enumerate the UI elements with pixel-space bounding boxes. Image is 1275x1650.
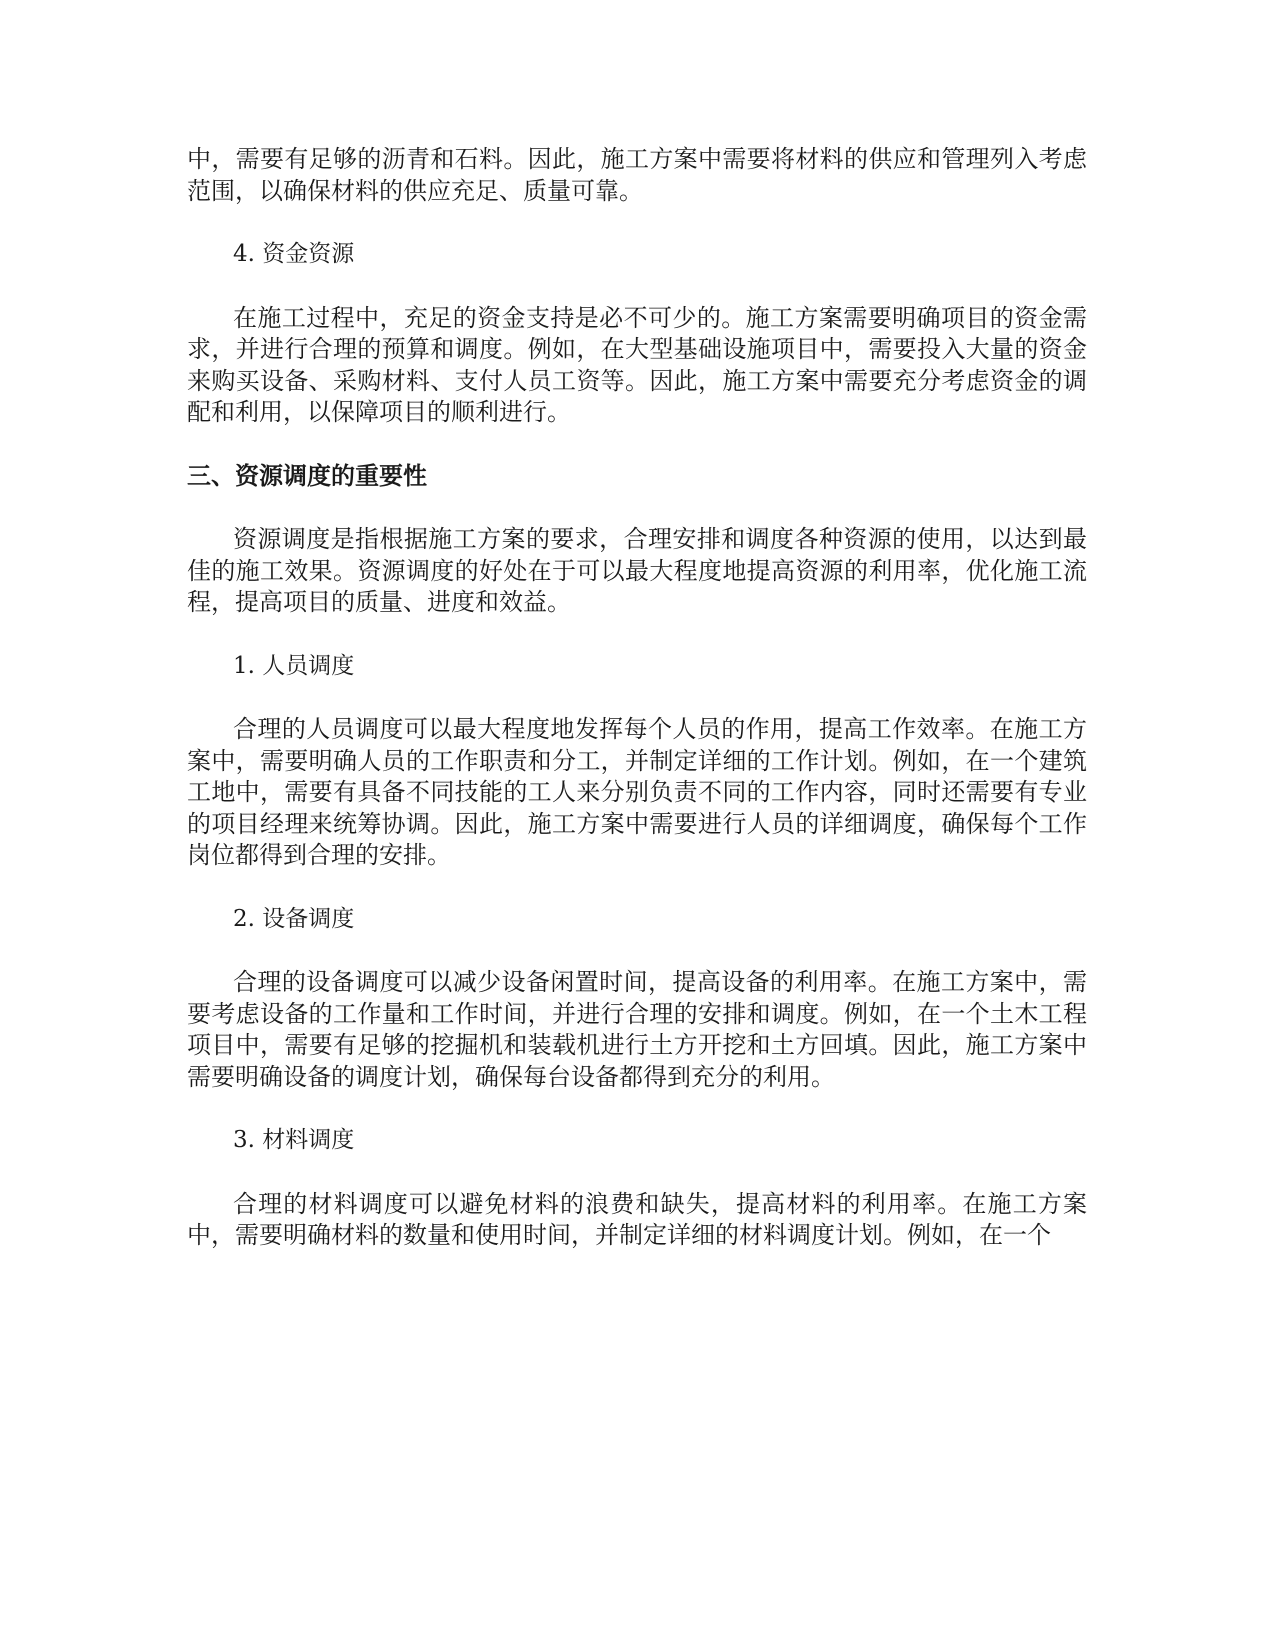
subheading-funding-resources: 4. 资金资源 xyxy=(233,241,355,267)
paragraph-funding-resources: 在施工过程中，充足的资金支持是必不可少的。施工方案需要明确项目的资金需求，并进行合理的预算和调度。例如，在大型基础设施项目中，需要投入大量的资金来购买设备、采购材料、支付人员工资等。因此，施工方案中需要充分考虑资金的调配和利用，以保障项目的顺利进行。 xyxy=(187,303,1087,426)
paragraph-personnel-scheduling: 合理的人员调度可以最大程度地发挥每个人员的作用，提高工作效率。在施工方案中，需要明确人员的工作职责和分工，并制定详细的工作计划。例如，在一个建筑工地中，需要有具备不同技能的工人来分别负责不同的工作内容，同时还需要有专业的项目经理来统筹协调。因此，施工方案中需要进行人员的详细调度，确保每个工作岗位都得到合理的安排。 xyxy=(187,715,1087,869)
subheading-personnel-scheduling: 1. 人员调度 xyxy=(233,652,355,679)
paragraph-resource-scheduling-intro: 资源调度是指根据施工方案的要求，合理安排和调度各种资源的使用，以达到最佳的施工效果。资源调度的好处在于可以最大程度地提高资源的利用率，优化施工流程，提高项目的质量、进度和效益。 xyxy=(187,525,1087,616)
paragraph-materials-continued: 中，需要有足够的沥青和石料。因此，施工方案中需要将材料的供应和管理列入考虑范围，以确保材料的供应充足、质量可靠。 xyxy=(187,145,1087,205)
paragraph-equipment-scheduling: 合理的设备调度可以减少设备闲置时间，提高设备的利用率。在施工方案中，需要考虑设备的工作量和工作时间，并进行合理的安排和调度。例如，在一个土木工程项目中，需要有足够的挖掘机和装载机进行土方开挖和土方回填。因此，施工方案中需要明确设备的调度计划，确保每台设备都得到充分的利用。 xyxy=(187,968,1087,1091)
section-heading-resource-scheduling: 三、资源调度的重要性 xyxy=(187,461,427,490)
subheading-material-scheduling: 3. 材料调度 xyxy=(233,1127,355,1153)
paragraph-material-scheduling: 合理的材料调度可以避免材料的浪费和缺失，提高材料的利用率。在施工方案中，需要明确材料的数量和使用时间，并制定详细的材料调度计划。例如，在一个 xyxy=(187,1189,1087,1249)
document-body xyxy=(187,144,1087,1284)
subheading-equipment-scheduling: 2. 设备调度 xyxy=(233,905,355,932)
